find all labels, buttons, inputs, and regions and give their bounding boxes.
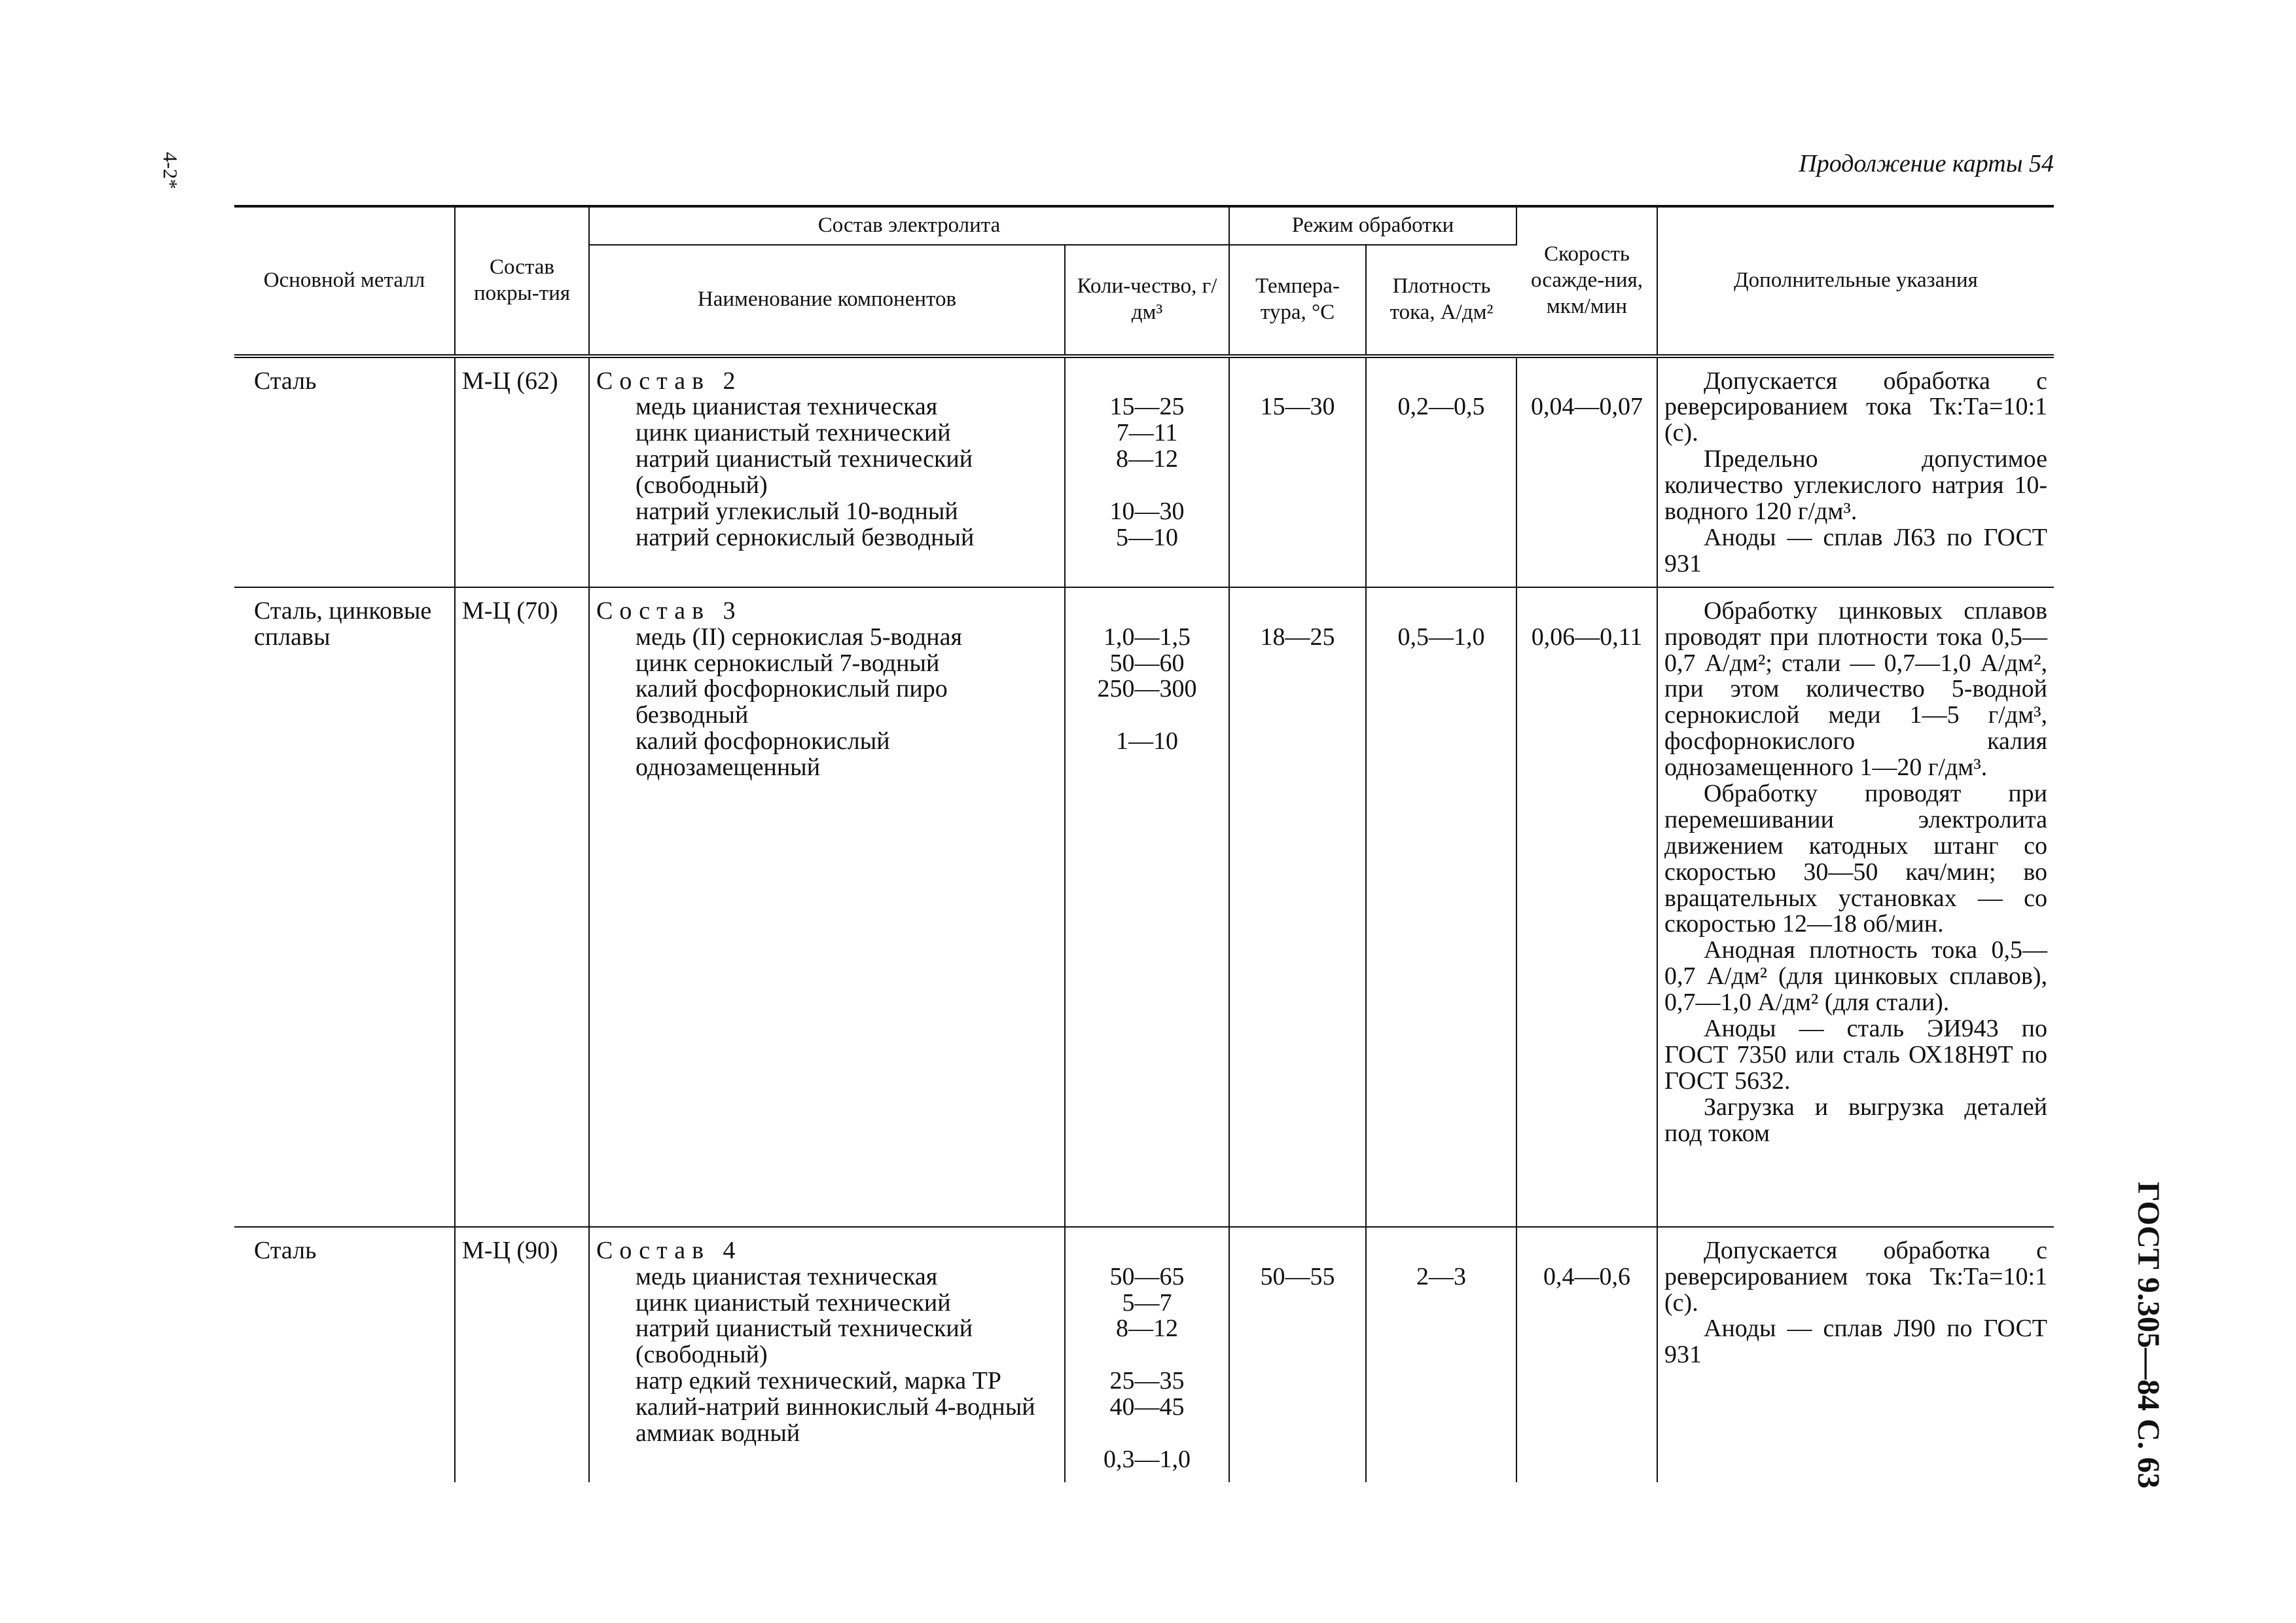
- notes-cell: [1657, 356, 2054, 587]
- density-cell: [1366, 356, 1516, 587]
- component-name: натрий сернокислый безводный: [636, 523, 975, 551]
- quantity-value: 10—30: [1109, 498, 1185, 526]
- component-name: медь цианистая техническая: [636, 393, 938, 421]
- table-row: [234, 587, 2054, 1227]
- header-speed: Скорость осажде-ния, мкм/мин: [1516, 206, 1657, 356]
- quantity-value: 50—65: [1109, 1262, 1185, 1290]
- gost-page-label: ГОСТ 9.305—84 С. 63: [2131, 1182, 2166, 1489]
- coating-cell: М-Ц (90): [455, 1227, 589, 1482]
- speed-value: 0,4—0,6: [1543, 1262, 1631, 1290]
- density-cell: [1366, 1227, 1516, 1482]
- quantities-cell: [1065, 1227, 1229, 1482]
- component-name: медь цианистая техническая: [636, 1262, 938, 1290]
- density-value: 2—3: [1416, 1262, 1466, 1290]
- base-metal-cell: Сталь: [234, 356, 455, 587]
- note-paragraph: Обработку цинковых сплавов проводят при плотности тока 0,5—0,7 А/дм²; стали — 0,7—1,0 А/дм², при этом количество 5-водной сернокислой меди 1—5 г/дм³, фосфорнокислого калия однозамещенного 1—20 г/дм³.: [1664, 596, 2048, 782]
- speed-value: 0,04—0,07: [1531, 393, 1643, 421]
- note-paragraph: Аноды — сплав Л90 по ГОСТ 931: [1664, 1315, 2048, 1369]
- speed-cell: [1516, 587, 1657, 1227]
- quantity-value: 5—10: [1116, 523, 1178, 551]
- component-name: калий-натрий виннокислый 4-водный: [636, 1393, 1035, 1421]
- component-name: цинк цианистый технический: [636, 1288, 951, 1317]
- note-paragraph: Анодная плотность тока 0,5—0,7 А/дм² (для цинковых сплавов), 0,7—1,0 А/дм² (для стали).: [1664, 936, 2048, 1017]
- quantity-value: 50—60: [1109, 649, 1185, 677]
- component-name: медь (II) сернокислая 5-водная: [636, 623, 962, 651]
- header-quantity: Коли-чество, г/дм³: [1065, 245, 1229, 356]
- quantity-value: 5—7: [1122, 1288, 1172, 1317]
- electrolyte-table: [234, 205, 2054, 1482]
- component-name: цинк цианистый технический: [636, 419, 951, 447]
- continuation-title: Продолжение карты 54: [1799, 150, 2054, 177]
- quantity-value: 8—12: [1116, 445, 1178, 473]
- note-paragraph: Аноды — сплав Л63 по ГОСТ 931: [1664, 523, 2048, 577]
- table-row: [234, 356, 2054, 587]
- coating-cell: М-Ц (62): [455, 356, 589, 587]
- quantities-cell: [1065, 356, 1229, 587]
- notes-cell: [1657, 1227, 2054, 1482]
- sostav-label: Состав 2: [596, 367, 742, 395]
- note-paragraph: Аноды — сталь ЭИ943 по ГОСТ 7350 или сталь ОХ18Н9Т по ГОСТ 5632.: [1664, 1014, 2048, 1095]
- temperature-cell: [1229, 1227, 1366, 1482]
- density-value: 0,5—1,0: [1397, 623, 1485, 651]
- temperature-cell: [1229, 587, 1366, 1227]
- note-paragraph: Предельно допустимое количество углекислого натрия 10-водного 120 г/дм³.: [1664, 445, 2048, 526]
- component-name: натрий углекислый 10-водный: [636, 498, 958, 526]
- components-cell: [589, 356, 1065, 587]
- quantity-value: 40—45: [1109, 1393, 1185, 1421]
- quantity-value: 250—300: [1097, 675, 1197, 703]
- header-coating: Состав покры-тия: [455, 206, 589, 356]
- coating-cell: М-Ц (70): [455, 587, 589, 1227]
- component-name: цинк сернокислый 7-водный: [636, 649, 940, 677]
- speed-cell: [1516, 1227, 1657, 1482]
- base-metal-cell: Сталь, цинковые сплавы: [234, 587, 455, 1227]
- quantity-value: 1,0—1,5: [1103, 623, 1191, 651]
- header-electrolyte: Состав электролита: [589, 206, 1229, 245]
- quantity-value: 0,3—1,0: [1103, 1445, 1191, 1473]
- temperature-value: 15—30: [1260, 393, 1335, 421]
- note-paragraph: Обработку проводят при перемешивании электролита движением катодных штанг со скоростью 30—50 кач/мин; во вращательных установках — со скоростью 12—18 об/мин.: [1664, 779, 2048, 938]
- header-temperature: Темпера-тура, °С: [1229, 245, 1366, 356]
- notes-cell: [1657, 587, 2054, 1227]
- header-base-metal: Основной металл: [234, 206, 455, 356]
- header-mode: Режим обработки: [1229, 206, 1516, 245]
- component-name: натрий цианистый технический (свободный): [636, 1315, 973, 1369]
- density-cell: [1366, 587, 1516, 1227]
- component-name: калий фосфорнокислый пиро безводный: [636, 675, 948, 729]
- temperature-value: 18—25: [1260, 623, 1335, 651]
- component-name: аммиак водный: [636, 1419, 800, 1447]
- base-metal-cell: Сталь: [234, 1227, 455, 1482]
- component-name: натр едкий технический, марка ТР: [636, 1367, 1001, 1395]
- quantity-value: 15—25: [1109, 393, 1185, 421]
- speed-cell: [1516, 356, 1657, 587]
- components-cell: [589, 587, 1065, 1227]
- component-name: калий фосфорнокислый однозамещенный: [636, 727, 890, 782]
- note-paragraph: Допускается обработка с реверсированием тока Тк:Та=10:1 (с).: [1664, 367, 2048, 447]
- speed-value: 0,06—0,11: [1531, 623, 1643, 651]
- quantities-cell: [1065, 587, 1229, 1227]
- quantity-value: 25—35: [1109, 1367, 1185, 1395]
- density-value: 0,2—0,5: [1397, 393, 1485, 421]
- table-row: [234, 1227, 2054, 1482]
- note-paragraph: Загрузка и выгрузка деталей под током: [1664, 1093, 2048, 1147]
- quantity-value: 1—10: [1116, 727, 1178, 756]
- sostav-label: Состав 3: [596, 596, 742, 625]
- note-paragraph: Допускается обработка с реверсированием тока Тк:Та=10:1 (с).: [1664, 1236, 2048, 1317]
- quantity-value: 7—11: [1116, 419, 1178, 447]
- temperature-value: 50—55: [1260, 1262, 1335, 1290]
- sostav-label: Состав 4: [596, 1236, 742, 1264]
- header-components: Наименование компонентов: [589, 245, 1065, 356]
- header-notes: Дополнительные указания: [1657, 206, 2054, 356]
- component-name: натрий цианистый технический (свободный): [636, 445, 973, 500]
- quantity-value: 8—12: [1116, 1315, 1178, 1343]
- header-density: Плотность тока, А/дм²: [1366, 245, 1516, 356]
- temperature-cell: [1229, 356, 1366, 587]
- page-margin-mark: 4-2*: [159, 152, 182, 189]
- components-cell: [589, 1227, 1065, 1482]
